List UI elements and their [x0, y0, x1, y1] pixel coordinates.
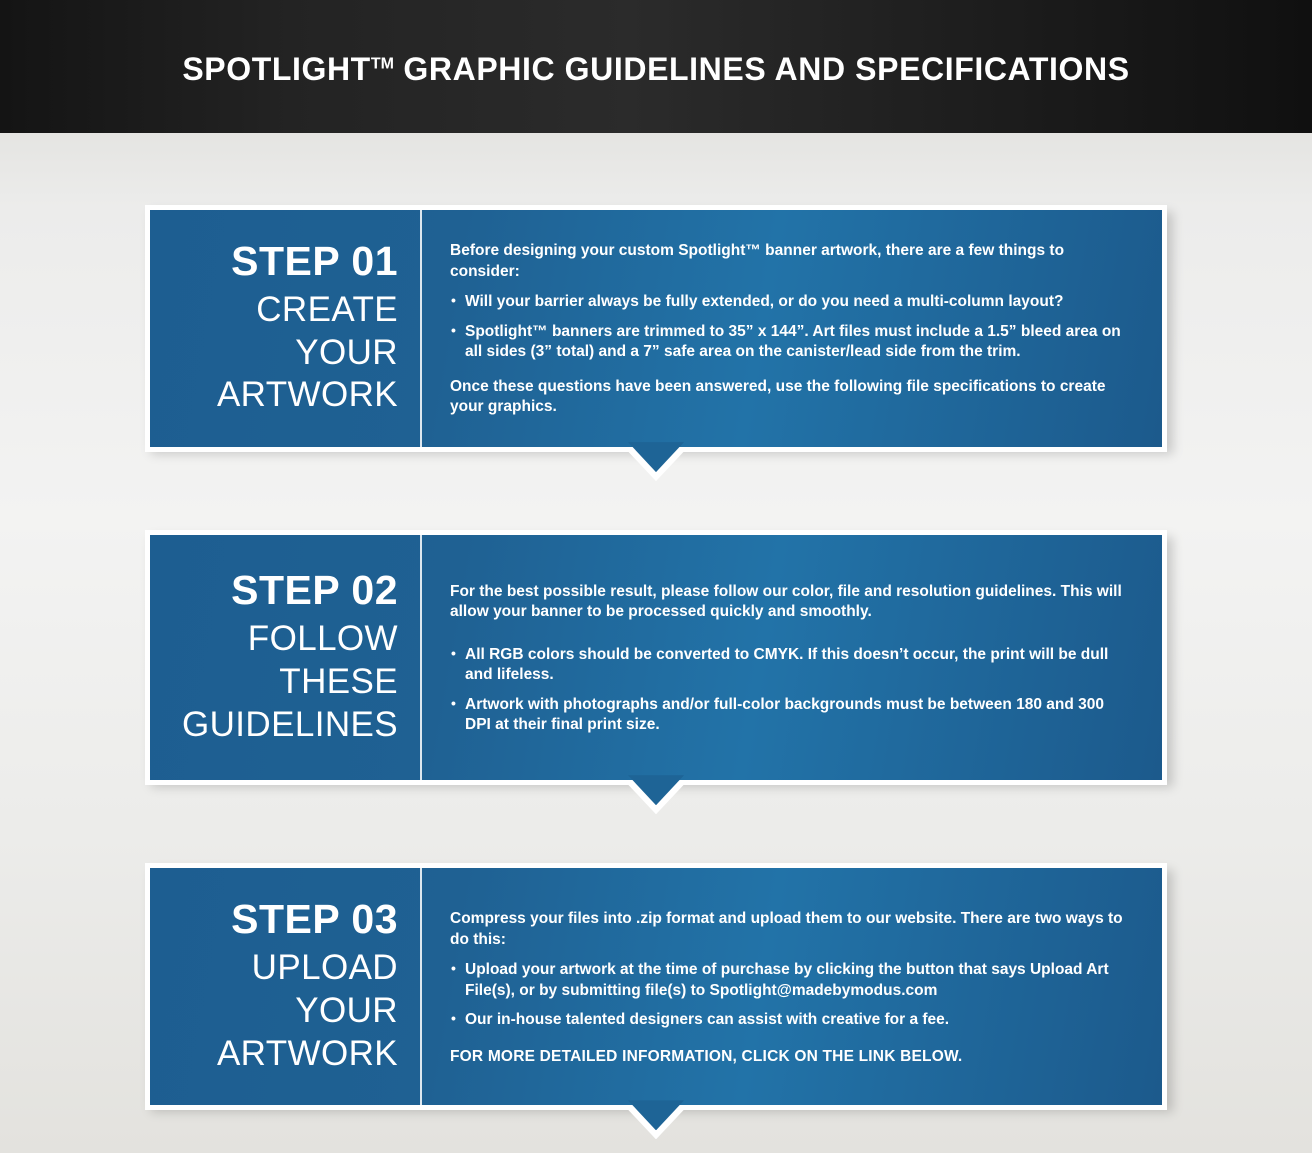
- step-outro-text: Once these questions have been answered, use the following file specifications to create your graphics.: [450, 377, 1106, 416]
- step-heading: CREATE YOUR ARTWORK: [216, 290, 398, 415]
- step-label-area: [150, 535, 422, 780]
- step-content-area: [422, 535, 1162, 780]
- step-content-area: [422, 210, 1162, 447]
- step-card: [145, 863, 1167, 1105]
- step-card: [145, 205, 1167, 447]
- list-item: • Upload your artwork at the time of purchase by clicking the button that says Upload Art File(s), or by submitting file(s) to Spotlight@madebymodus.com: [450, 960, 1126, 1001]
- step-heading: UPLOAD YOUR ARTWORK: [216, 948, 398, 1073]
- step-intro-text: Compress your files into .zip format and upload them to our website. There are two ways to do this:: [450, 910, 1123, 948]
- list-item: • All RGB colors should be converted to CMYK. If this doesn’t occur, the print will be dull and lifeless.: [450, 645, 1126, 686]
- page-header: [0, 0, 1312, 133]
- step-number: STEP 02: [231, 567, 398, 614]
- step-bullet-list: [450, 292, 1126, 362]
- steps-container: [0, 133, 1312, 1110]
- step-bullet-list: [450, 960, 1126, 1030]
- step-card: [145, 530, 1167, 780]
- page-title-pre: SPOTLIGHT: [182, 51, 371, 87]
- step-bullet-list: [450, 645, 1126, 736]
- step-intro-text: For the best possible result, please follow our color, file and resolution guidelines. This will allow your banner to be processed quickly and smoothly.: [450, 582, 1122, 621]
- page-title-post: GRAPHIC GUIDELINES AND SPECIFICATIONS: [393, 51, 1130, 87]
- page-title: [182, 51, 1129, 88]
- step-arrow-notch: [628, 1105, 684, 1135]
- step-outro-text: FOR MORE DETAILED INFORMATION, CLICK ON THE LINK BELOW.: [450, 1048, 963, 1066]
- list-item: • Will your barrier always be fully extended, or do you need a multi-column layout?: [450, 292, 1126, 312]
- step-intro-text: Before designing your custom Spotlight™ banner artwork, there are a few things to consider:: [450, 242, 1065, 280]
- step-block-01: [145, 205, 1167, 452]
- step-arrow-notch: [628, 780, 684, 810]
- trademark-symbol: TM: [370, 55, 394, 73]
- step-number: STEP 01: [231, 238, 398, 284]
- step-card-bottom-border: [145, 447, 1167, 452]
- step-arrow-notch: [628, 447, 684, 477]
- step-label-area: [150, 210, 422, 447]
- list-item: • Artwork with photographs and/or full-color backgrounds must be between 180 and 300 DPI at their final print size.: [450, 695, 1126, 736]
- step-card-bottom-border: [145, 780, 1167, 785]
- step-block-03: [145, 863, 1167, 1110]
- step-number: STEP 03: [231, 896, 398, 943]
- step-card-bottom-border: [145, 1105, 1167, 1110]
- list-item: • Our in-house talented designers can assist with creative for a fee.: [450, 1010, 1126, 1030]
- step-heading: FOLLOW THESE GUIDELINES: [182, 619, 398, 744]
- list-item: • Spotlight™ banners are trimmed to 35” x 144”. Art files must include a 1.5” bleed area on all sides (3” total) and a 7” safe area on the canister/lead side from the trim.: [450, 322, 1126, 363]
- step-label-area: [150, 868, 422, 1105]
- step-block-02: [145, 530, 1167, 785]
- step-content-area: [422, 868, 1162, 1105]
